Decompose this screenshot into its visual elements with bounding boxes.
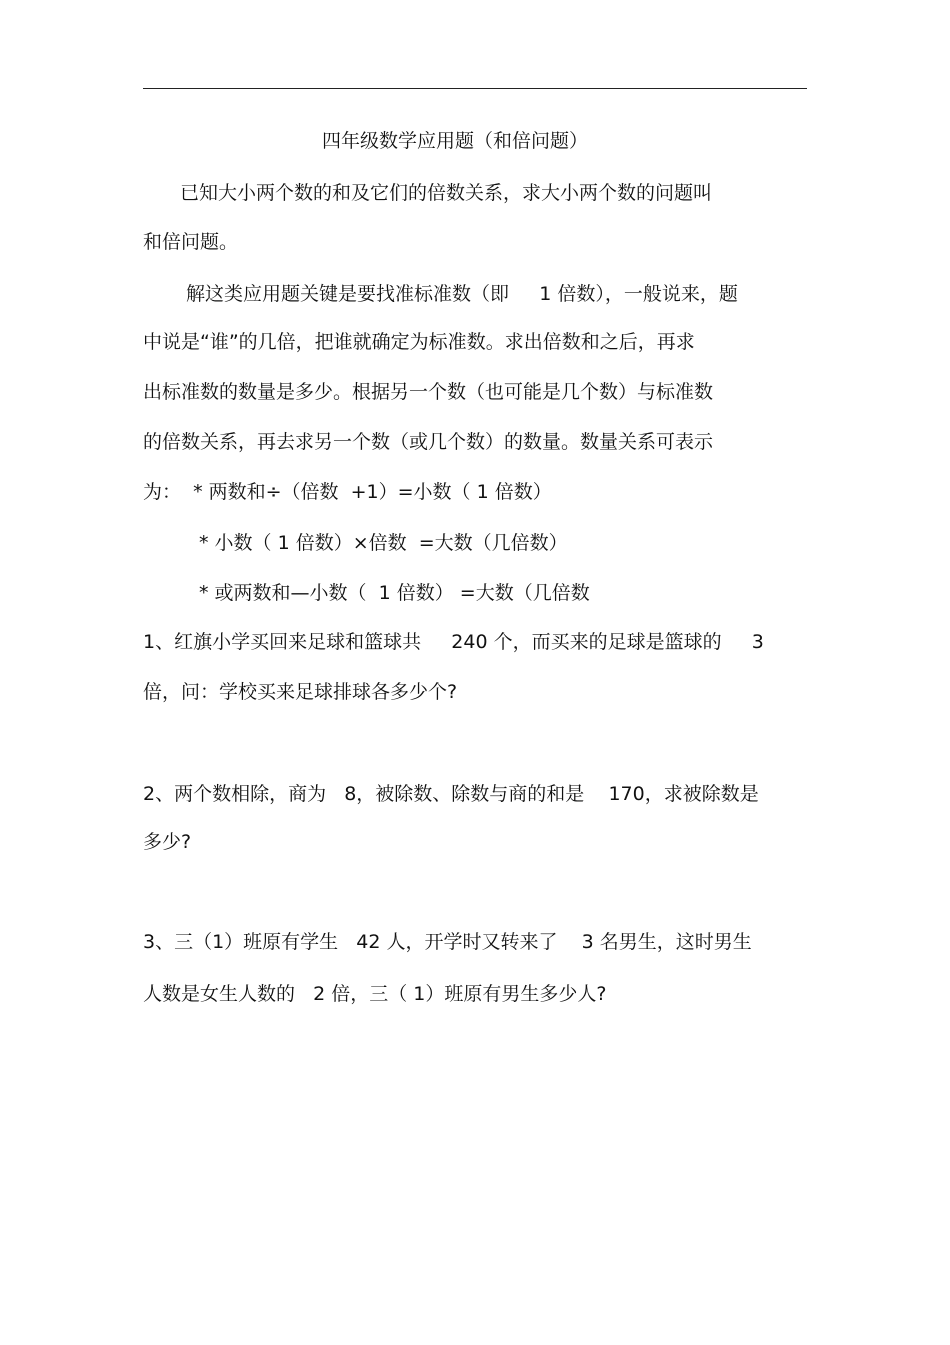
formula-line-1: 为： * 两数和÷（倍数 +1）=小数（ 1 倍数） (143, 481, 552, 503)
header-rule (143, 88, 807, 89)
method-line-1: 解这类应用题关键是要找准标准数（即 1 倍数），一般说来，题 (186, 283, 738, 305)
formula-line-3: * 或两数和—小数（ 1 倍数） =大数（几倍数 (199, 582, 590, 604)
definition-line-2: 和倍问题。 (143, 231, 239, 253)
question-3-line-2: 人数是女生人数的 2 倍，三（ 1）班原有男生多少人? (143, 983, 607, 1005)
question-1-line-2: 倍，问：学校买来足球排球各多少个? (143, 681, 458, 703)
question-2-line-2: 多少? (143, 831, 192, 853)
page-title: 四年级数学应用题（和倍问题） (322, 130, 589, 152)
formula-line-2: * 小数（ 1 倍数）×倍数 =大数（几倍数） (199, 532, 568, 554)
question-2-line-1: 2、两个数相除，商为 8，被除数、除数与商的和是 170，求被除数是 (143, 783, 759, 805)
definition-line-1: 已知大小两个数的和及它们的倍数关系，求大小两个数的问题叫 (180, 182, 713, 204)
method-line-4: 的倍数关系，再去求另一个数（或几个数）的数量。数量关系可表示 (143, 431, 714, 453)
question-3-line-1: 3、三（1）班原有学生 42 人，开学时又转来了 3 名男生，这时男生 (143, 931, 752, 953)
question-1-line-1: 1、红旗小学买回来足球和篮球共 240 个，而买来的足球是篮球的 3 (143, 631, 764, 653)
method-line-2: 中说是“谁”的几倍，把谁就确定为标准数。求出倍数和之后，再求 (143, 331, 695, 353)
method-line-3: 出标准数的数量是多少。根据另一个数（也可能是几个数）与标准数 (143, 381, 714, 403)
